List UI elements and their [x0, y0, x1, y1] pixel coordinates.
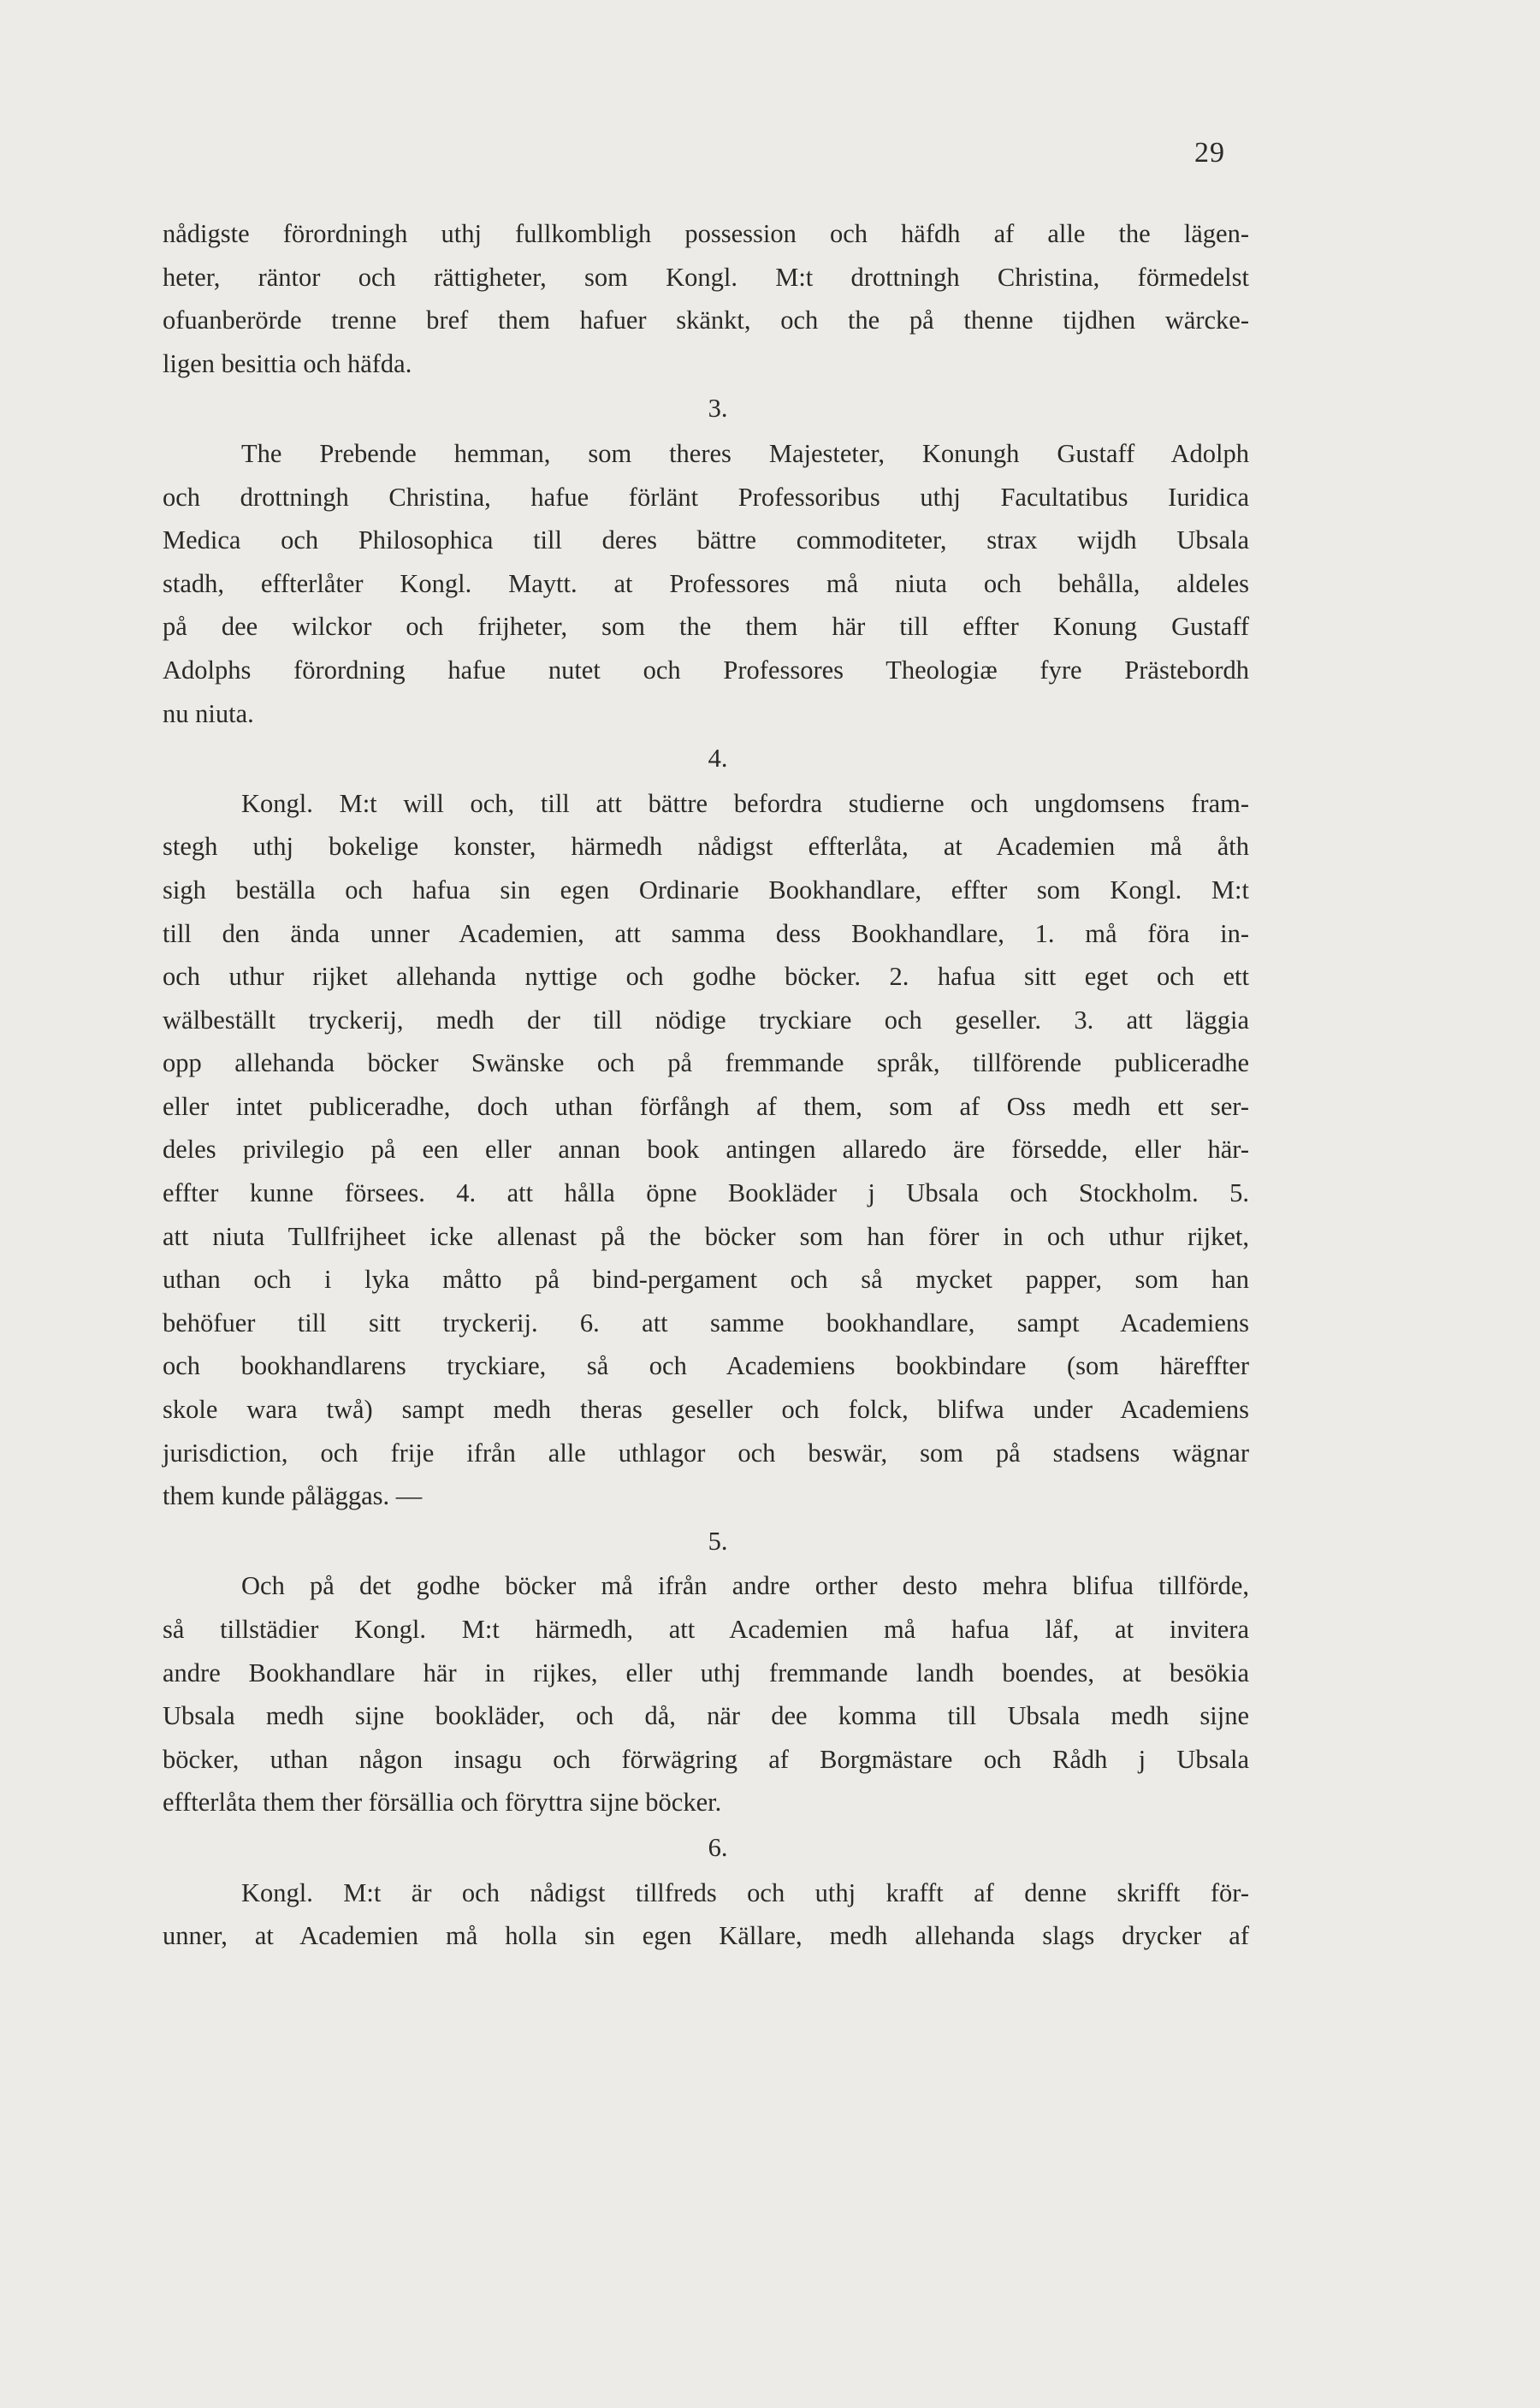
text-line: nådigste förordningh uthj fullkombligh possession och häfdh af alle the lägen-	[163, 219, 1249, 248]
text-line: och bookhandlarens tryckiare, så och Academiens bookbindare (som häreffter	[163, 1351, 1249, 1381]
text-line: att niuta Tullfrijheet icke allenast på the böcker som han förer in och uthur rijket,	[163, 1221, 1249, 1251]
section-number: 4.	[708, 744, 728, 774]
text-line: effterlåta them ther försällia och föryttra sijne böcker.	[163, 1788, 722, 1818]
section-number: 5.	[708, 1526, 728, 1556]
text-line: sigh beställa och hafua sin egen Ordinarie Bookhandlare, effter som Kongl. M:t	[163, 875, 1249, 904]
text-line: ligen besittia och häfda.	[163, 348, 412, 378]
text-line: och drottningh Christina, hafue förlänt Professoribus uthj Facultatibus Iuridica	[163, 482, 1249, 512]
text-line: på dee wilckor och frijheter, som the them här till effter Konung Gustaff	[163, 612, 1249, 642]
text-line: uthan och i lyka måtto på bind-pergament och så mycket papper, som han	[163, 1265, 1249, 1295]
text-line: The Prebende hemman, som theres Majesteter, Konungh Gustaff Adolph	[241, 438, 1249, 468]
text-line: skole wara twå) sampt medh theras geseller och folck, blifwa under Academiens	[163, 1395, 1249, 1425]
text-line: andre Bookhandlare här in rijkes, eller uthj fremmande landh boendes, at besökia	[163, 1658, 1249, 1687]
text-line: Och på det godhe böcker må ifrån andre orther desto mehra blifua tillförde,	[241, 1571, 1249, 1601]
text-line: så tillstädier Kongl. M:t härmedh, att Academien må hafua låf, at invitera	[163, 1615, 1249, 1644]
text-line: wälbeställt tryckerij, medh der till nödige tryckiare och geseller. 3. att läggia	[163, 1005, 1249, 1035]
text-line: eller intet publiceradhe, doch uthan förfångh af them, som af Oss medh ett ser-	[163, 1091, 1249, 1121]
page-number: 29	[1194, 137, 1225, 169]
text-line: unner, at Academien må holla sin egen Källare, medh allehanda slags drycker af	[163, 1921, 1249, 1951]
section-number: 3.	[708, 394, 728, 424]
text-line: behöfuer till sitt tryckerij. 6. att samme bookhandlare, sampt Academiens	[163, 1308, 1249, 1337]
text-line: stegh uthj bokelige konster, härmedh nådigst effterlåta, at Academien må åth	[163, 832, 1249, 862]
text-line: ofuanberörde trenne bref them hafuer skänkt, och the på thenne tijdhen wärcke-	[163, 305, 1249, 335]
text-line: böcker, uthan någon insagu och förwägring af Borgmästare och Rådh j Ubsala	[163, 1744, 1249, 1774]
text-line: heter, räntor och rättigheter, som Kongl. M:t drottningh Christina, förmedelst	[163, 262, 1249, 292]
section-number: 6.	[708, 1832, 728, 1862]
text-line: till den ända unner Academien, att samma dess Bookhandlare, 1. må föra in-	[163, 918, 1249, 948]
text-line: och uthur rijket allehanda nyttige och godhe böcker. 2. hafua sitt eget och ett	[163, 962, 1249, 992]
text-line: deles privilegio på een eller annan book antingen allaredo äre försedde, eller här-	[163, 1135, 1249, 1165]
text-line: effter kunne försees. 4. att hålla öpne Bookläder j Ubsala och Stockholm. 5.	[163, 1178, 1249, 1208]
text-line: Medica och Philosophica till deres bättre commoditeter, strax wijdh Ubsala	[163, 525, 1249, 555]
text-line: Adolphs förordning hafue nutet och Professores Theologiæ fyre Prästebordh	[163, 655, 1249, 685]
text-line: jurisdiction, och frije ifrån alle uthlagor och beswär, som på stadsens wägnar	[163, 1438, 1249, 1468]
text-line: opp allehanda böcker Swänske och på fremmande språk, tillförende publiceradhe	[163, 1048, 1249, 1078]
text-line: Ubsala medh sijne bookläder, och då, när dee komma till Ubsala medh sijne	[163, 1701, 1249, 1731]
document-body	[163, 212, 1249, 1958]
text-line: Kongl. M:t will och, till att bättre befordra studierne och ungdomsens fram-	[241, 788, 1249, 818]
text-line: them kunde påläggas. —	[163, 1481, 423, 1511]
text-line: stadh, effterlåter Kongl. Maytt. at Professores må niuta och behålla, aldeles	[163, 568, 1249, 598]
text-line: nu niuta.	[163, 698, 254, 728]
text-line: Kongl. M:t är och nådigst tillfreds och uthj krafft af denne skrifft för-	[241, 1877, 1249, 1907]
